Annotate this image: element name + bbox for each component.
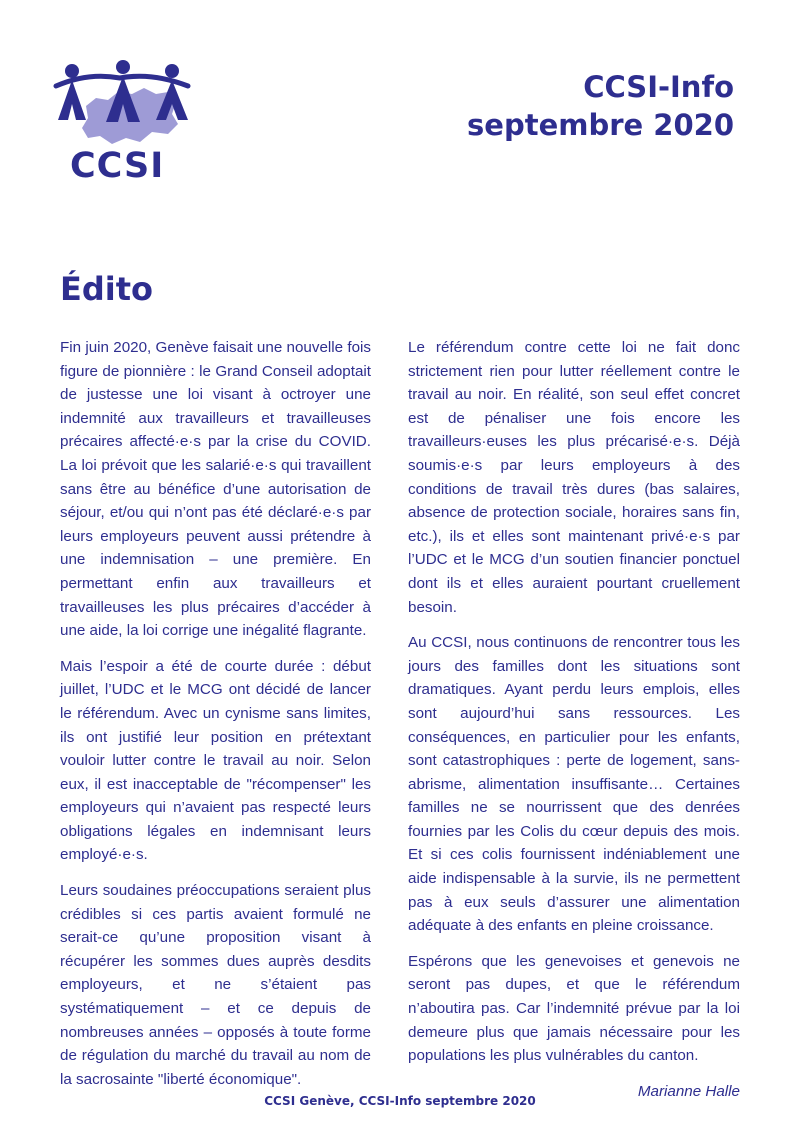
header-title-line2: septembre 2020: [467, 108, 734, 142]
article-heading: Édito: [60, 270, 154, 308]
paragraph: Au CCSI, nous continuons de rencontrer tous les jours des familles dont les situations sont dramatiques. Ayant perdu leurs emplois, elles sont aujourd’hui sans ressources. Les conséquences, en particulier pour les enfants, sont catastrophiques : perte de logement, sans-abrisme, alimentation insuffisante… Certaines familles ne se nourrissent que des denrées fournies par les Colis du cœur depuis des mois. Et si ces colis fournissent indéniablement une aide indispensable à la survie, ils ne permettent pas à eux seuls d’assurer une alimentation adéquate à des enfants en pleine croissance.: [408, 634, 740, 935]
paragraph: Fin juin 2020, Genève faisait une nouvelle fois figure de pionnière : le Grand Conseil adoptait de justesse une loi visant à octroyer une indemnité aux travailleurs et travailleuses précaires affecté·e·s par la crise du COVID. La loi prévoit que les salarié·e·s qui travaillent sans être au bénéfice d’une autorisation de séjour, et/ou qui n’ont pas été déclaré·e·s par leurs employeurs peuvent aussi prétendre à une indemnisation – une première. En permettant enfin aux travailleurs et travailleuses les plus précaires d’accéder à une aide, la loi corrige une inégalité flagrante.: [60, 339, 371, 640]
ccsi-logo-figures-icon: [48, 58, 198, 153]
logo-text: CCSI: [70, 146, 165, 186]
page-header-title: [467, 68, 734, 144]
page-footer: CCSI Genève, CCSI-Info septembre 2020: [264, 1094, 536, 1108]
paragraph: Le référendum contre cette loi ne fait donc strictement rien pour lutter réellement contre le travail au noir. En réalité, son seul effet concret est de pénaliser une fois encore les travailleurs·euses les plus précarisé·e·s. Déjà soumis·e·s par leurs employeurs à des conditions de travail très dures (bas salaires, absence de protection sociale, horaires sans fin, etc.), ils et elles sont maintenant privé·e·s par l’UDC et le MCG d’un soutien financier ponctuel dont ils et elles auraient pourtant cruellement besoin.: [408, 339, 740, 616]
article-left-column: [60, 336, 371, 1103]
author-signature: Marianne Halle: [637, 1082, 740, 1100]
paragraph: Leurs soudaines préoccupations seraient plus crédibles si ces partis avaient formulé ne serait-ce qu’une proposition visant à récupérer les sommes dues auprès desdits employeurs, et ne s’étaient pas systématiquement – et ce depuis de nombreuses années – opposés à toute forme de régulation du marché du travail au nom de la sacrosainte "liberté économique".: [60, 882, 371, 1088]
paragraph: Espérons que les genevoises et genevois ne seront pas dupes, et que le référendum n’aboutira pas. Car l’indemnité prévue par la loi demeure plus que jamais nécessaire pour les populations les plus vulnérables du canton.: [408, 952, 740, 1065]
paragraph: Mais l’espoir a été de courte durée : début juillet, l’UDC et le MCG ont décidé de lancer le référendum. Avec un cynisme sans limites, ils ont justifié leur position en prétextant vouloir lutter contre le travail au noir. Selon eux, il est inacceptable de "récompenser" les employeurs qui n’avaient pas respecté leurs obligations légales en indemnisant leurs employé·e·s.: [60, 657, 371, 864]
article-right-column: [408, 336, 740, 1103]
header-title-line1: CCSI-Info: [583, 70, 734, 104]
